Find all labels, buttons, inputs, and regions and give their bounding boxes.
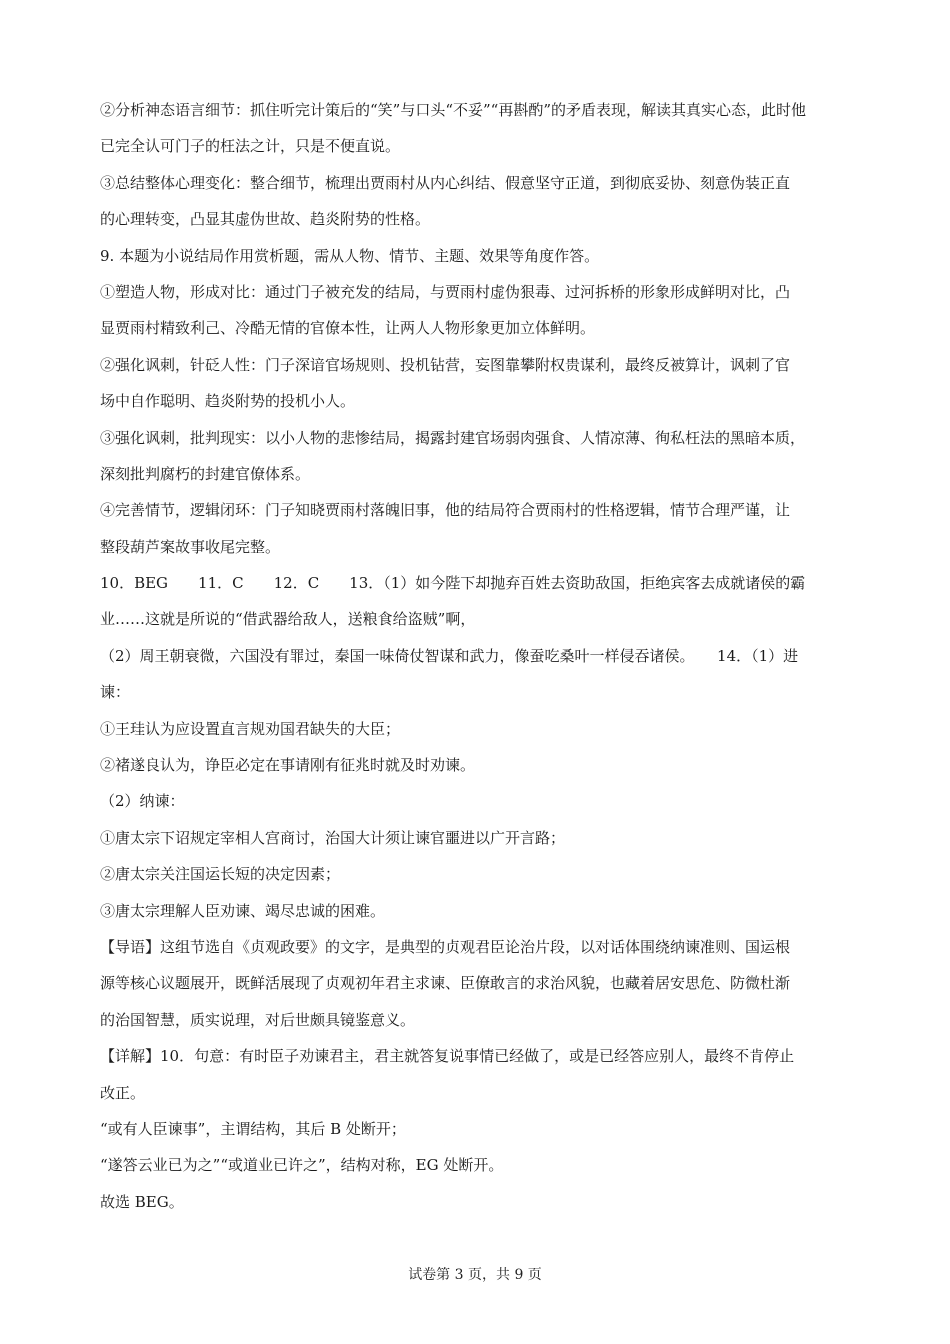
text-line: （2）纳谏： — [100, 792, 185, 811]
text-line: 9. 本题为小说结局作用赏析题，需从人物、情节、主题、效果等角度作答。 — [100, 246, 600, 265]
text-line: ①唐太宗下诏规定宰相人宫商讨，治国大计须让谏官噩进以广开言路； — [100, 828, 566, 847]
text-line: 改正。 — [100, 1083, 146, 1102]
text-line: “遂答云业已为之”“或道业已许之”，结构对称，EG 处断开。 — [100, 1156, 504, 1175]
text-line: 故选 BEG。 — [100, 1192, 184, 1211]
text-line: 已完全认可门子的枉法之计，只是不便直说。 — [100, 137, 401, 156]
text-line: 深刻批判腐朽的封建官僚体系。 — [100, 464, 311, 483]
text-line: ②强化讽刺，针砭人性：门子深谙官场规则、投机钻营，妄图靠攀附权贵谋利，最终反被算计，讽刺了官 — [100, 355, 791, 374]
text-line: ①王珪认为应设置直言规劝国君缺失的大臣； — [100, 719, 401, 738]
page-footer: 试卷第 3 页，共 9 页 — [408, 1267, 542, 1283]
text-line: 场中自作聪明、趋炎附势的投机小人。 — [100, 392, 356, 411]
text-line: ③总结整体心理变化：整合细节，梳理出贾雨村从内心纠结、假意坚守正道，到彻底妥协、刻意伪装正直 — [100, 173, 791, 192]
text-line: 业……这就是所说的“借武器给敌人，送粮食给盗贼”啊， — [100, 610, 476, 629]
text-line: ②唐太宗关注国运长短的决定因素； — [100, 865, 341, 884]
text-line: 谏： — [100, 683, 131, 702]
text-line: ④完善情节，逻辑闭环：门子知晓贾雨村落魄旧事，他的结局符合贾雨村的性格逻辑，情节合理严谨，让 — [100, 501, 791, 520]
text-line: ①塑造人物，形成对比：通过门子被充发的结局，与贾雨村虚伪狠毒、过河拆桥的形象形成鲜明对比，凸 — [100, 282, 791, 301]
text-line: 的心理转变，凸显其虚伪世故、趋炎附势的性格。 — [100, 210, 431, 229]
text-line: 10．BEG 11．C 12．C 13．（1）如今陛下却抛弃百姓去资助敌国，拒绝宾客去成就诸侯的霸 — [100, 574, 806, 593]
text-line: ②褚遂良认为，诤臣必定在事请刚有征兆时就及时劝谏。 — [100, 756, 476, 775]
text-line: 【详解】10．句意：有时臣子劝谏君主，君主就答复说事情已经做了，或是已经答应别人，最终不肯停止 — [100, 1047, 795, 1066]
text-line: ②分析神态语言细节：抓住听完计策后的“笑”与口头“不妥”“再斟酌”的矛盾表现，解读其真实心态，此时他 — [100, 101, 807, 119]
document-body — [100, 92, 860, 1220]
text-line: 的治国智慧，质实说理，对后世颇具镜鉴意义。 — [100, 1010, 416, 1029]
text-line: 整段葫芦案故事收尾完整。 — [100, 537, 281, 556]
text-line: （2）周王朝衰微，六国没有罪过，秦国一味倚仗智谋和武力，像蚕吃桑叶一样侵吞诸侯。 14．（1）进 — [100, 646, 799, 665]
text-line: 源等核心议题展开，既鲜活展现了贞观初年君主求谏、臣僚敢言的求治风貌，也藏着居安思危、防微杜渐 — [100, 974, 791, 993]
text-line: ③唐太宗理解人臣劝谏、竭尽忠诚的困难。 — [100, 901, 386, 920]
text-line: 显贾雨村精致利己、冷酷无情的官僚本性，让两人人物形象更加立体鲜明。 — [100, 319, 596, 338]
text-line: “或有人臣谏事”，主谓结构，其后 B 处断开； — [100, 1119, 406, 1138]
text-line: ③强化讽刺，批判现实：以小人物的悲惨结局，揭露封建官场弱肉强食、人情凉薄、徇私枉法的黑暗本质， — [100, 428, 806, 447]
text-line: 【导语】这组节选自《贞观政要》的文字，是典型的贞观君臣论治片段，以对话体围绕纳谏准则、国运根 — [100, 937, 791, 956]
